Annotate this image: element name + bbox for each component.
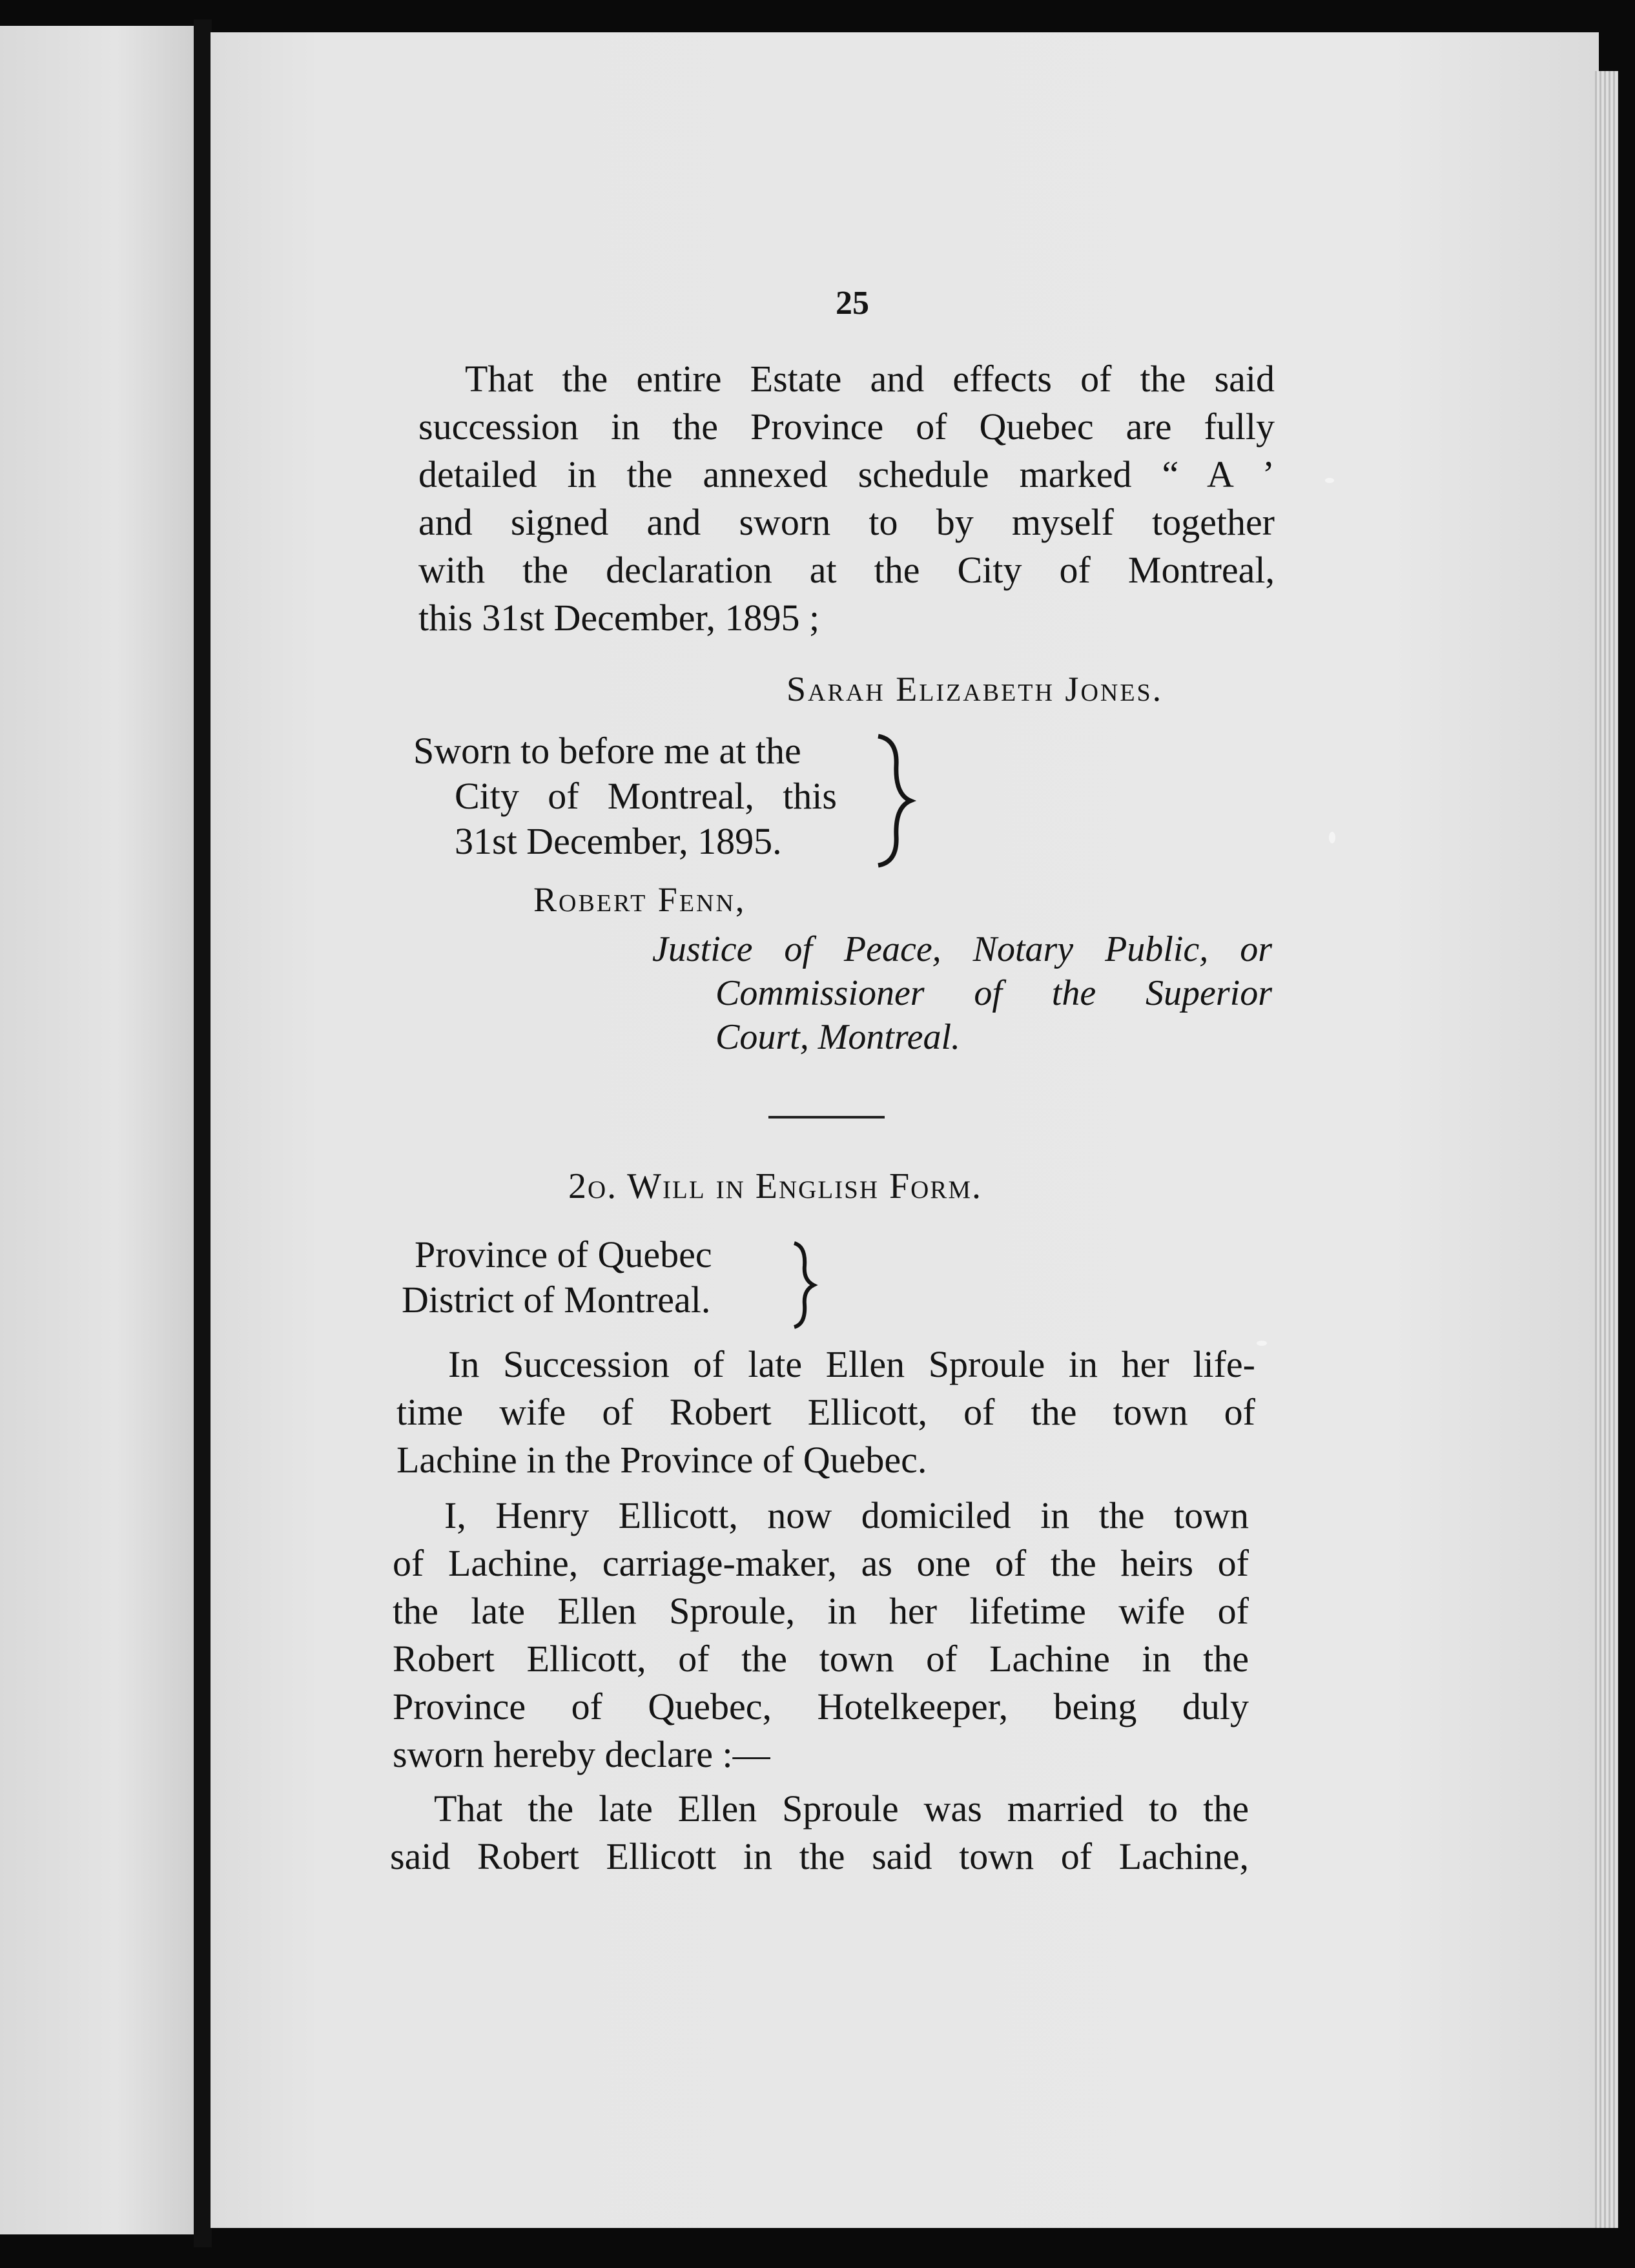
text-line: In Succession of late Ellen Sproule in her life- (448, 1343, 1255, 1385)
paragraph-marriage (390, 1785, 1249, 1881)
signature-sarah-elizabeth-jones: Sarah Elizabeth Jones. (787, 670, 1164, 708)
text-line: time wife of Robert Ellicott, of the town of (396, 1391, 1255, 1433)
text-line: That the entire Estate and effects of the said (465, 358, 1275, 400)
section-heading: 2o. Will in English Form. (568, 1166, 982, 1206)
text-line: District of Montreal. (402, 1279, 711, 1321)
official-name: Robert Fenn, (533, 880, 746, 919)
text-line: City of Montreal, this (455, 775, 837, 817)
text-line: Justice of Peace, Notary Public, or (652, 929, 1272, 969)
text-line: 31st December, 1895. (455, 820, 782, 862)
official-title (652, 927, 1272, 1059)
text-line: Lachine in the Province of Quebec. (396, 1439, 927, 1481)
text-line: Province of Quebec (415, 1233, 712, 1275)
paragraph-estate-declaration (418, 355, 1275, 642)
paragraph-succession (396, 1341, 1255, 1484)
text-line: succession in the Province of Quebec are fully (418, 406, 1275, 448)
scan-speck (1329, 832, 1335, 843)
text-line: said Robert Ellicott in the said town of Lachine, (390, 1835, 1249, 1877)
location-block (402, 1232, 789, 1323)
sworn-before-block (413, 728, 878, 864)
text-line: with the declaration at the City of Montreal, (418, 549, 1275, 591)
text-line: I, Henry Ellicott, now domiciled in the town (444, 1494, 1249, 1536)
scan-speck (1325, 478, 1334, 483)
text-line: Robert Ellicott, of the town of Lachine in the (393, 1638, 1249, 1680)
text-line: sworn hereby declare :— (393, 1733, 770, 1775)
right-curly-brace-icon (787, 1240, 819, 1330)
text-line: Court, Montreal. (715, 1017, 961, 1057)
text-line: That the late Ellen Sproule was married to the (434, 1788, 1249, 1830)
paragraph-henry-ellicott-declaration (393, 1492, 1249, 1778)
scan-speck (1257, 1341, 1267, 1346)
text-line: of Lachine, carriage-maker, as one of the heirs of (393, 1542, 1249, 1584)
text-line: detailed in the annexed schedule marked “ A ’ (418, 453, 1275, 495)
section-divider (768, 1116, 885, 1119)
text-line: Sworn to before me at the (413, 730, 801, 772)
text-line: Province of Quebec, Hotelkeeper, being duly (393, 1686, 1249, 1727)
text-line: Commissioner of the Superior (715, 973, 1272, 1013)
left-facing-page (0, 26, 194, 2234)
text-line: the late Ellen Sproule, in her lifetime wife of (393, 1590, 1249, 1632)
right-curly-brace-icon (872, 733, 917, 869)
text-line: this 31st December, 1895 ; (418, 597, 820, 639)
page-edges (1595, 71, 1618, 2228)
book-gutter (194, 19, 212, 2247)
text-line: and signed and sworn to by myself together (418, 501, 1275, 543)
page-number: 25 (836, 285, 869, 322)
